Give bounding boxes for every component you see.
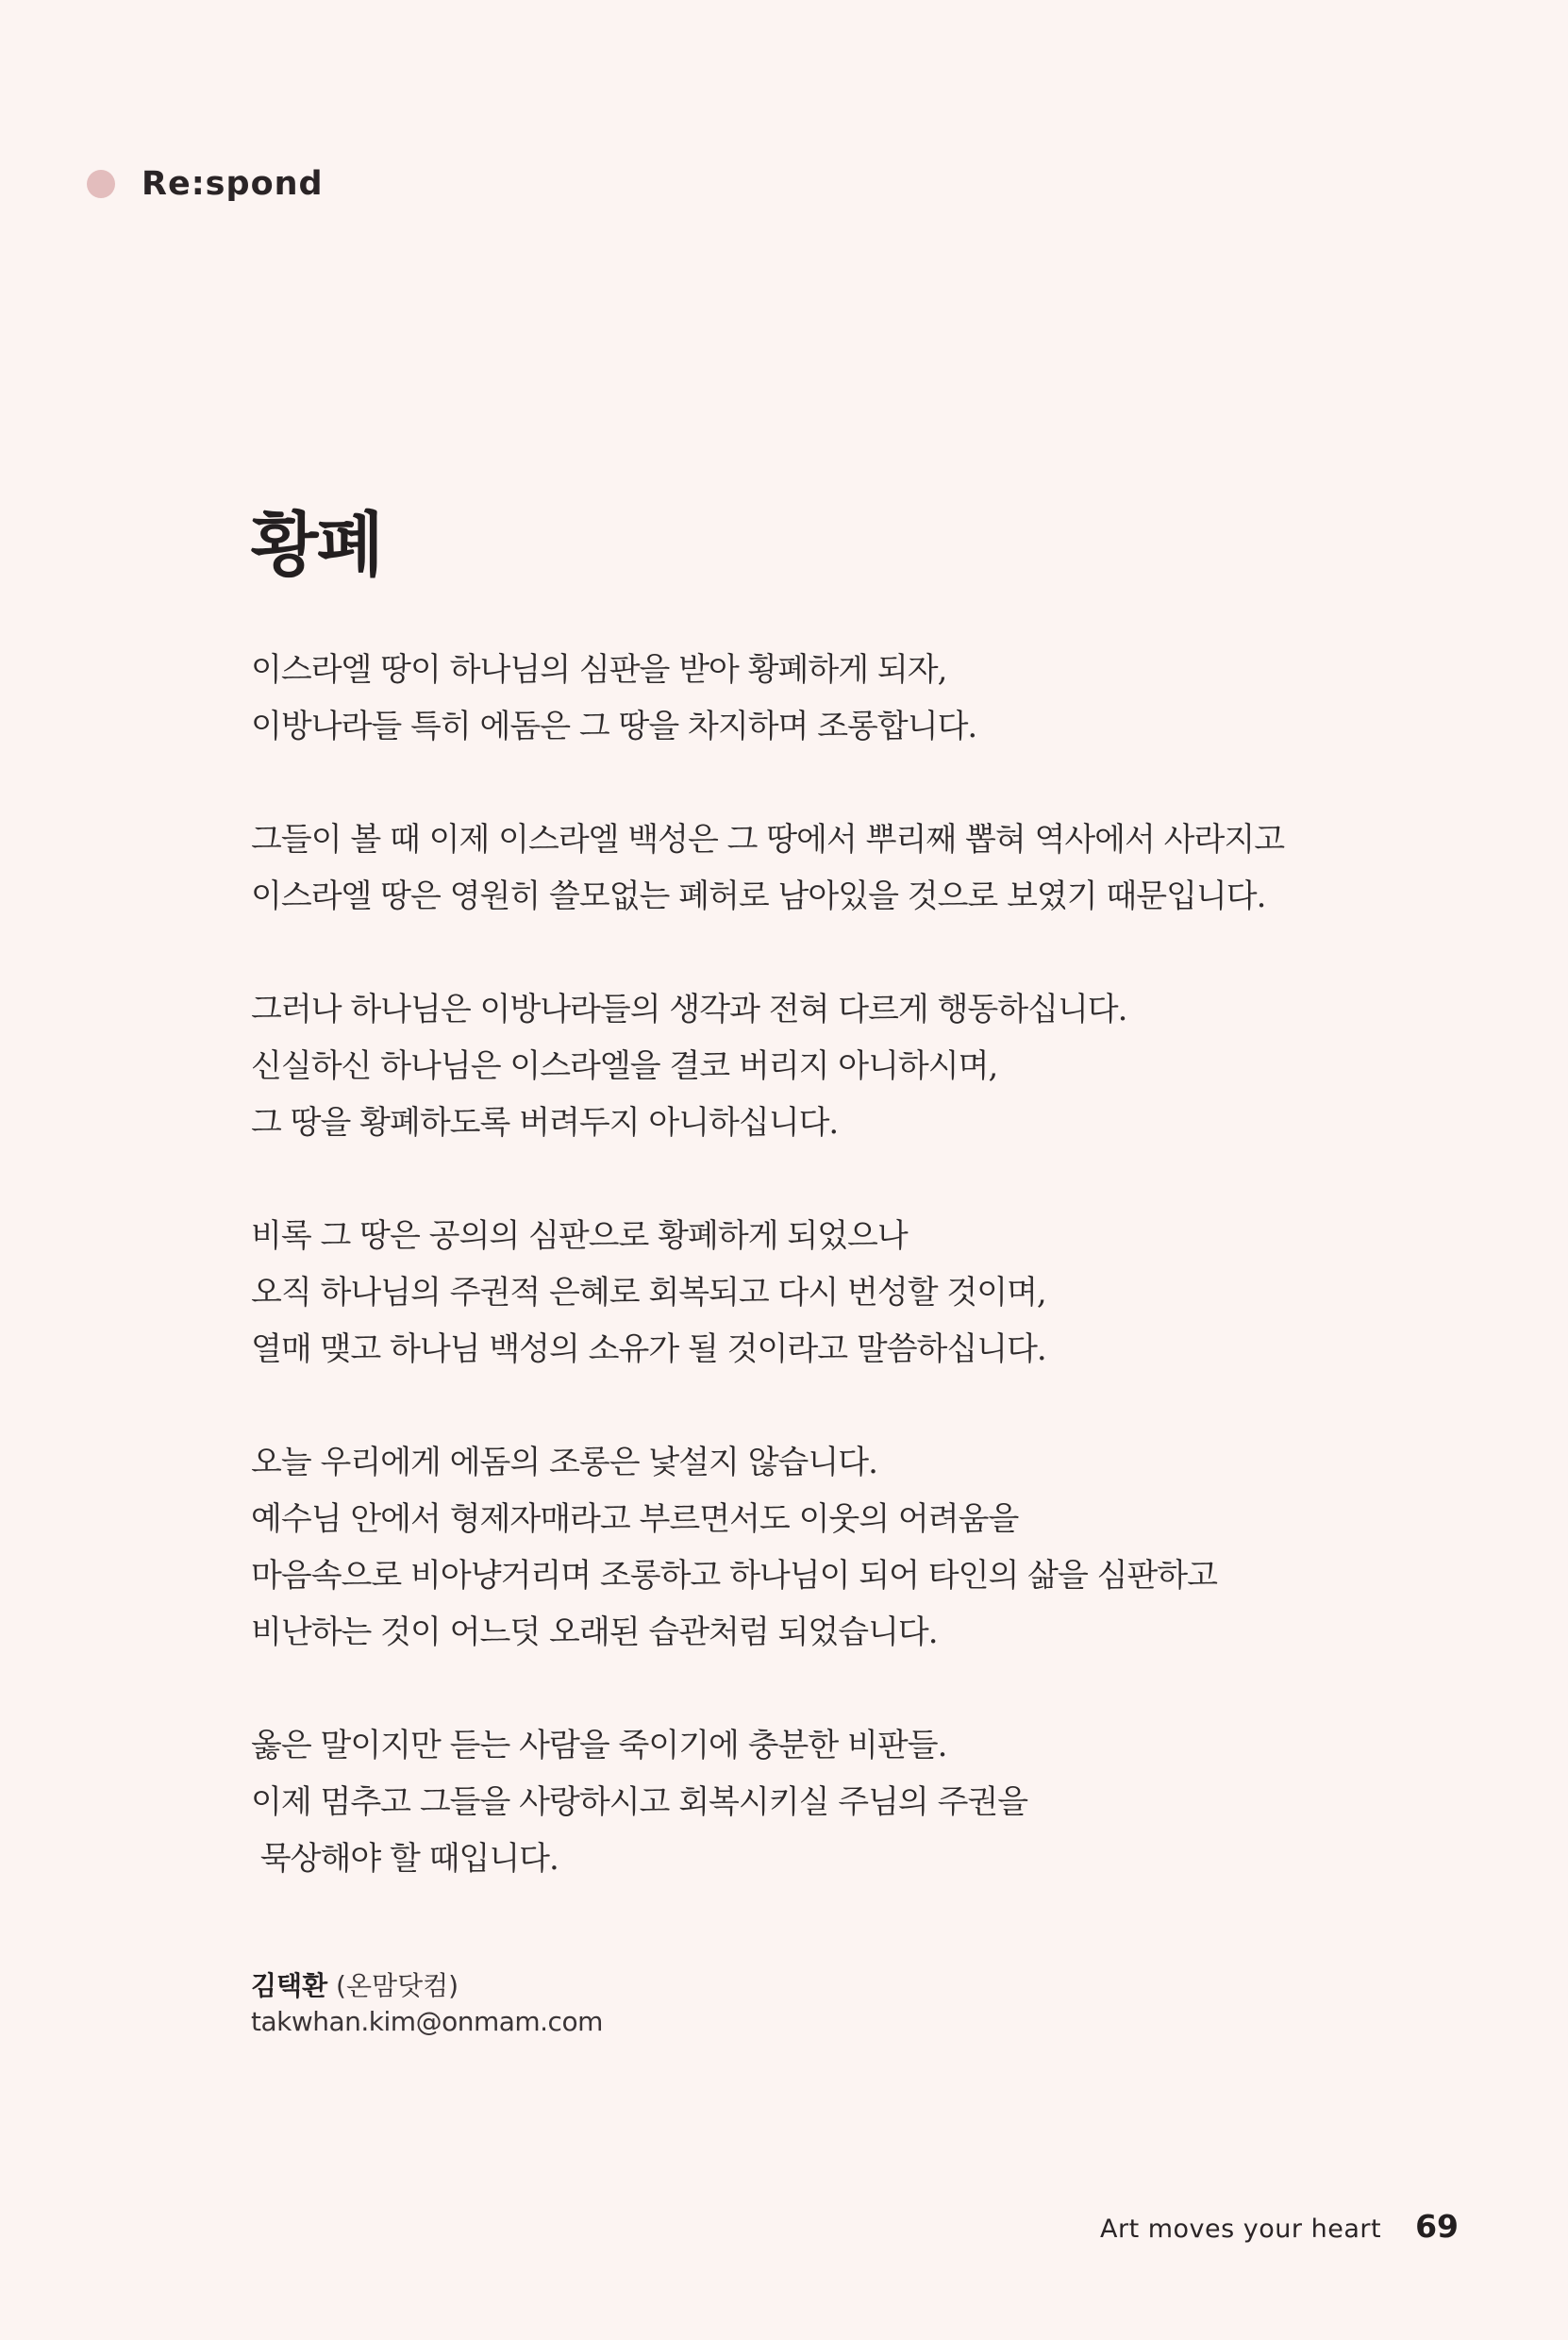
paragraph	[251, 811, 1383, 925]
section-label: Re:spond	[142, 165, 324, 203]
paragraph	[251, 642, 1383, 755]
page-footer	[1100, 2208, 1459, 2245]
body-line: 신실하신 하나님은 이스라엘을 결코 버리지 아니하시며,	[251, 1047, 998, 1085]
author-name: 김택환	[251, 1970, 328, 2001]
body-line: 이스라엘 땅이 하나님의 심판을 받아 황폐하게 되자,	[251, 651, 947, 689]
section-header	[87, 159, 324, 209]
body-line: 오직 하나님의 주권적 은혜로 회복되고 다시 번성할 것이며,	[251, 1274, 1046, 1312]
body-line: 그들이 볼 때 이제 이스라엘 백성은 그 땅에서 뿌리째 뽑혀 역사에서 사라지고	[251, 821, 1285, 859]
body-line: 비난하는 것이 어느덧 오래된 습관처럼 되었습니다.	[251, 1613, 938, 1651]
body-line: 이제 멈추고 그들을 사랑하시고 회복시키실 주님의 주권을	[251, 1783, 1028, 1821]
body-line: 비록 그 땅은 공의의 심판으로 황폐하게 되었으나	[251, 1217, 908, 1255]
paragraph	[251, 1208, 1383, 1378]
footer-tagline: Art moves your heart	[1100, 2215, 1382, 2244]
page-number: 69	[1415, 2208, 1459, 2245]
body-line: 그 땅을 황폐하도록 버려두지 아니하십니다.	[251, 1104, 839, 1142]
article-title: 황폐	[251, 505, 382, 586]
body-line: 오늘 우리에게 에돔의 조롱은 낯설지 않습니다.	[251, 1444, 877, 1481]
author-email: takwhan.kim@onmam.com	[251, 2006, 603, 2037]
paragraph	[251, 1434, 1383, 1661]
article-body	[251, 642, 1383, 1944]
section-dot-icon	[87, 170, 115, 198]
body-line: 이스라엘 땅은 영원히 쓸모없는 폐허로 남아있을 것으로 보였기 때문입니다.	[251, 878, 1266, 915]
paragraph	[251, 981, 1383, 1151]
author-byline	[251, 1968, 603, 2004]
author-block	[251, 1968, 603, 2040]
body-line: 이방나라들 특히 에돔은 그 땅을 차지하며 조롱합니다.	[251, 708, 977, 745]
paragraph	[251, 1717, 1383, 1887]
body-line: 예수님 안에서 형제자매라고 부르면서도 이웃의 어려움을	[251, 1500, 1019, 1538]
body-line: 옳은 말이지만 듣는 사람을 죽이기에 충분한 비판들.	[251, 1727, 947, 1764]
author-organization: (온맘닷컴)	[327, 1970, 459, 2001]
body-line: 마음속으로 비아냥거리며 조롱하고 하나님이 되어 타인의 삶을 심판하고	[251, 1557, 1217, 1595]
body-line: 열매 맺고 하나님 백성의 소유가 될 것이라고 말씀하십니다.	[251, 1330, 1046, 1368]
body-line: 그러나 하나님은 이방나라들의 생각과 전혀 다르게 행동하십니다.	[251, 991, 1127, 1028]
body-line: 묵상해야 할 때입니다.	[251, 1840, 559, 1878]
